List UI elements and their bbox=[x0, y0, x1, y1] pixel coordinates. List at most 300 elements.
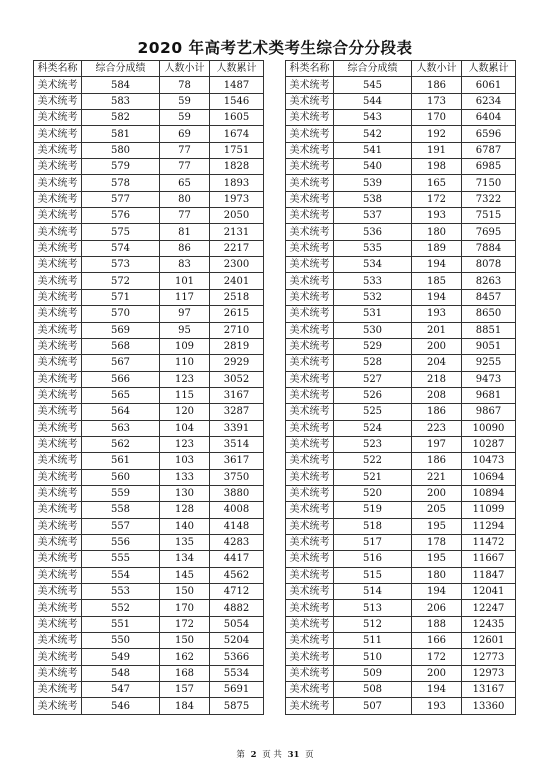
table-row bbox=[286, 371, 516, 387]
cell-cumulative: 11472 bbox=[462, 534, 516, 550]
cell-count: 168 bbox=[160, 665, 210, 681]
cell-count: 195 bbox=[412, 518, 462, 534]
cell-subject: 美术统考 bbox=[34, 289, 82, 305]
cell-cumulative: 5691 bbox=[210, 682, 264, 698]
cell-cumulative: 6404 bbox=[462, 110, 516, 126]
cell-subject: 美术统考 bbox=[286, 616, 334, 632]
cell-subject: 美术统考 bbox=[286, 404, 334, 420]
cell-subject: 美术统考 bbox=[34, 355, 82, 371]
table-row bbox=[286, 110, 516, 126]
cell-count: 162 bbox=[160, 649, 210, 665]
cell-count: 200 bbox=[412, 485, 462, 501]
cell-subject: 美术统考 bbox=[34, 93, 82, 109]
cell-subject: 美术统考 bbox=[286, 224, 334, 240]
cell-count: 104 bbox=[160, 420, 210, 436]
cell-score: 543 bbox=[334, 110, 412, 126]
table-row bbox=[286, 208, 516, 224]
cell-cumulative: 2819 bbox=[210, 338, 264, 354]
table-row bbox=[34, 142, 264, 158]
cell-cumulative: 4148 bbox=[210, 518, 264, 534]
cell-count: 59 bbox=[160, 93, 210, 109]
table-row bbox=[34, 698, 264, 714]
cell-count: 173 bbox=[412, 93, 462, 109]
cell-count: 180 bbox=[412, 567, 462, 583]
cell-cumulative: 5875 bbox=[210, 698, 264, 714]
cell-score: 532 bbox=[334, 289, 412, 305]
cell-cumulative: 7515 bbox=[462, 208, 516, 224]
cell-subject: 美术统考 bbox=[34, 502, 82, 518]
cell-score: 552 bbox=[82, 600, 160, 616]
cell-count: 193 bbox=[412, 208, 462, 224]
cell-subject: 美术统考 bbox=[34, 534, 82, 550]
cell-score: 569 bbox=[82, 322, 160, 338]
cell-score: 581 bbox=[82, 126, 160, 142]
cell-count: 101 bbox=[160, 273, 210, 289]
cell-subject: 美术统考 bbox=[34, 257, 82, 273]
cell-cumulative: 3750 bbox=[210, 469, 264, 485]
cell-cumulative: 4882 bbox=[210, 600, 264, 616]
cell-subject: 美术统考 bbox=[286, 469, 334, 485]
cell-count: 157 bbox=[160, 682, 210, 698]
cell-score: 579 bbox=[82, 159, 160, 175]
cell-score: 554 bbox=[82, 567, 160, 583]
cell-score: 567 bbox=[82, 355, 160, 371]
cell-count: 95 bbox=[160, 322, 210, 338]
cell-cumulative: 5366 bbox=[210, 649, 264, 665]
table-row bbox=[34, 77, 264, 93]
cell-cumulative: 10473 bbox=[462, 453, 516, 469]
cell-score: 566 bbox=[82, 371, 160, 387]
cell-score: 509 bbox=[334, 665, 412, 681]
cell-subject: 美术统考 bbox=[286, 289, 334, 305]
table-row bbox=[286, 502, 516, 518]
cell-cumulative: 5534 bbox=[210, 665, 264, 681]
cell-subject: 美术统考 bbox=[34, 240, 82, 256]
cell-subject: 美术统考 bbox=[34, 420, 82, 436]
table-row bbox=[286, 633, 516, 649]
table-row bbox=[286, 224, 516, 240]
cell-count: 192 bbox=[412, 126, 462, 142]
cell-subject: 美术统考 bbox=[34, 616, 82, 632]
table-row bbox=[34, 518, 264, 534]
header-cumulative: 人数累计 bbox=[210, 61, 264, 77]
cell-score: 516 bbox=[334, 551, 412, 567]
cell-count: 80 bbox=[160, 191, 210, 207]
cell-subject: 美术统考 bbox=[34, 436, 82, 452]
cell-count: 198 bbox=[412, 159, 462, 175]
table-row bbox=[34, 338, 264, 354]
cell-score: 565 bbox=[82, 387, 160, 403]
cell-cumulative: 1828 bbox=[210, 159, 264, 175]
cell-count: 77 bbox=[160, 159, 210, 175]
cell-score: 523 bbox=[334, 436, 412, 452]
cell-count: 109 bbox=[160, 338, 210, 354]
cell-subject: 美术统考 bbox=[286, 649, 334, 665]
cell-subject: 美术统考 bbox=[34, 453, 82, 469]
cell-count: 133 bbox=[160, 469, 210, 485]
cell-cumulative: 9255 bbox=[462, 355, 516, 371]
cell-subject: 美术统考 bbox=[286, 633, 334, 649]
cell-score: 568 bbox=[82, 338, 160, 354]
cell-subject: 美术统考 bbox=[286, 551, 334, 567]
cell-subject: 美术统考 bbox=[286, 485, 334, 501]
table-row bbox=[286, 93, 516, 109]
table-row bbox=[34, 208, 264, 224]
cell-cumulative: 3514 bbox=[210, 436, 264, 452]
cell-cumulative: 2050 bbox=[210, 208, 264, 224]
cell-score: 571 bbox=[82, 289, 160, 305]
cell-cumulative: 4008 bbox=[210, 502, 264, 518]
cell-score: 575 bbox=[82, 224, 160, 240]
cell-score: 584 bbox=[82, 77, 160, 93]
table-row bbox=[34, 257, 264, 273]
cell-subject: 美术统考 bbox=[34, 306, 82, 322]
table-row bbox=[286, 485, 516, 501]
table-row bbox=[34, 355, 264, 371]
cell-cumulative: 4562 bbox=[210, 567, 264, 583]
cell-count: 123 bbox=[160, 436, 210, 452]
table-row bbox=[286, 649, 516, 665]
table-row bbox=[34, 436, 264, 452]
cell-cumulative: 12247 bbox=[462, 600, 516, 616]
cell-cumulative: 8650 bbox=[462, 306, 516, 322]
cell-count: 120 bbox=[160, 404, 210, 420]
cell-subject: 美术统考 bbox=[34, 387, 82, 403]
table-row bbox=[286, 469, 516, 485]
table-row bbox=[286, 306, 516, 322]
cell-score: 546 bbox=[82, 698, 160, 714]
table-row bbox=[286, 698, 516, 714]
cell-score: 555 bbox=[82, 551, 160, 567]
table-row bbox=[34, 191, 264, 207]
table-row bbox=[286, 616, 516, 632]
cell-cumulative: 1546 bbox=[210, 93, 264, 109]
cell-cumulative: 8851 bbox=[462, 322, 516, 338]
cell-score: 576 bbox=[82, 208, 160, 224]
table-row bbox=[286, 159, 516, 175]
cell-count: 180 bbox=[412, 224, 462, 240]
cell-subject: 美术统考 bbox=[286, 257, 334, 273]
cell-count: 172 bbox=[412, 191, 462, 207]
cell-cumulative: 11294 bbox=[462, 518, 516, 534]
cell-cumulative: 10090 bbox=[462, 420, 516, 436]
cell-subject: 美术统考 bbox=[34, 322, 82, 338]
table-row bbox=[286, 322, 516, 338]
cell-subject: 美术统考 bbox=[34, 371, 82, 387]
cell-count: 189 bbox=[412, 240, 462, 256]
table-row bbox=[34, 567, 264, 583]
cell-score: 529 bbox=[334, 338, 412, 354]
cell-score: 553 bbox=[82, 584, 160, 600]
cell-score: 521 bbox=[334, 469, 412, 485]
cell-count: 166 bbox=[412, 633, 462, 649]
cell-subject: 美术统考 bbox=[286, 665, 334, 681]
table-row bbox=[286, 273, 516, 289]
cell-score: 548 bbox=[82, 665, 160, 681]
table-row bbox=[286, 518, 516, 534]
table-row bbox=[34, 649, 264, 665]
cell-cumulative: 12601 bbox=[462, 633, 516, 649]
cell-count: 172 bbox=[412, 649, 462, 665]
cell-subject: 美术统考 bbox=[34, 698, 82, 714]
table-row bbox=[286, 240, 516, 256]
cell-cumulative: 6234 bbox=[462, 93, 516, 109]
cell-subject: 美术统考 bbox=[34, 469, 82, 485]
table-row bbox=[34, 322, 264, 338]
cell-cumulative: 7150 bbox=[462, 175, 516, 191]
cell-count: 123 bbox=[160, 371, 210, 387]
cell-count: 145 bbox=[160, 567, 210, 583]
cell-subject: 美术统考 bbox=[286, 322, 334, 338]
cell-subject: 美术统考 bbox=[286, 534, 334, 550]
cell-subject: 美术统考 bbox=[34, 518, 82, 534]
footer-suffix: 页 bbox=[305, 750, 314, 760]
table-row bbox=[34, 665, 264, 681]
cell-cumulative: 1674 bbox=[210, 126, 264, 142]
cell-count: 201 bbox=[412, 322, 462, 338]
cell-cumulative: 5204 bbox=[210, 633, 264, 649]
cell-subject: 美术统考 bbox=[286, 191, 334, 207]
table-row bbox=[34, 224, 264, 240]
cell-count: 170 bbox=[412, 110, 462, 126]
cell-score: 547 bbox=[82, 682, 160, 698]
cell-score: 522 bbox=[334, 453, 412, 469]
cell-score: 507 bbox=[334, 698, 412, 714]
cell-subject: 美术统考 bbox=[34, 665, 82, 681]
cell-score: 518 bbox=[334, 518, 412, 534]
table-row bbox=[34, 485, 264, 501]
cell-cumulative: 6787 bbox=[462, 142, 516, 158]
cell-subject: 美术统考 bbox=[34, 142, 82, 158]
cell-score: 531 bbox=[334, 306, 412, 322]
table-row bbox=[286, 665, 516, 681]
cell-count: 184 bbox=[160, 698, 210, 714]
cell-cumulative: 2131 bbox=[210, 224, 264, 240]
cell-count: 200 bbox=[412, 338, 462, 354]
cell-score: 511 bbox=[334, 633, 412, 649]
cell-count: 185 bbox=[412, 273, 462, 289]
cell-cumulative: 2401 bbox=[210, 273, 264, 289]
cell-score: 526 bbox=[334, 387, 412, 403]
cell-count: 128 bbox=[160, 502, 210, 518]
table-row bbox=[286, 77, 516, 93]
cell-cumulative: 9473 bbox=[462, 371, 516, 387]
cell-cumulative: 4712 bbox=[210, 584, 264, 600]
cell-subject: 美术统考 bbox=[286, 142, 334, 158]
cell-cumulative: 10694 bbox=[462, 469, 516, 485]
cell-count: 134 bbox=[160, 551, 210, 567]
cell-subject: 美术统考 bbox=[286, 338, 334, 354]
cell-count: 188 bbox=[412, 616, 462, 632]
cell-score: 574 bbox=[82, 240, 160, 256]
cell-count: 165 bbox=[412, 175, 462, 191]
cell-score: 550 bbox=[82, 633, 160, 649]
cell-score: 559 bbox=[82, 485, 160, 501]
cell-cumulative: 2929 bbox=[210, 355, 264, 371]
cell-cumulative: 12041 bbox=[462, 584, 516, 600]
cell-score: 558 bbox=[82, 502, 160, 518]
table-row bbox=[286, 191, 516, 207]
cell-score: 557 bbox=[82, 518, 160, 534]
table-row bbox=[34, 534, 264, 550]
table-row bbox=[34, 273, 264, 289]
cell-subject: 美术统考 bbox=[34, 567, 82, 583]
footer-middle: 页 共 bbox=[262, 750, 282, 760]
cell-subject: 美术统考 bbox=[286, 584, 334, 600]
table-row bbox=[34, 469, 264, 485]
cell-score: 536 bbox=[334, 224, 412, 240]
cell-count: 200 bbox=[412, 665, 462, 681]
score-table-left bbox=[33, 60, 264, 715]
cell-subject: 美术统考 bbox=[286, 387, 334, 403]
cell-cumulative: 9681 bbox=[462, 387, 516, 403]
cell-count: 115 bbox=[160, 387, 210, 403]
cell-cumulative: 12773 bbox=[462, 649, 516, 665]
cell-score: 572 bbox=[82, 273, 160, 289]
table-row bbox=[286, 682, 516, 698]
cell-cumulative: 9051 bbox=[462, 338, 516, 354]
table-row bbox=[34, 420, 264, 436]
cell-count: 218 bbox=[412, 371, 462, 387]
table-row bbox=[34, 387, 264, 403]
table-header-row bbox=[286, 61, 516, 77]
cell-count: 150 bbox=[160, 584, 210, 600]
cell-count: 186 bbox=[412, 404, 462, 420]
cell-count: 193 bbox=[412, 306, 462, 322]
cell-subject: 美术统考 bbox=[286, 698, 334, 714]
cell-cumulative: 3167 bbox=[210, 387, 264, 403]
cell-count: 223 bbox=[412, 420, 462, 436]
cell-cumulative: 1893 bbox=[210, 175, 264, 191]
cell-count: 117 bbox=[160, 289, 210, 305]
cell-count: 221 bbox=[412, 469, 462, 485]
table-row bbox=[34, 584, 264, 600]
cell-count: 197 bbox=[412, 436, 462, 452]
cell-subject: 美术统考 bbox=[286, 273, 334, 289]
cell-score: 512 bbox=[334, 616, 412, 632]
cell-score: 561 bbox=[82, 453, 160, 469]
cell-count: 195 bbox=[412, 551, 462, 567]
cell-subject: 美术统考 bbox=[286, 567, 334, 583]
table-row bbox=[286, 436, 516, 452]
cell-cumulative: 1973 bbox=[210, 191, 264, 207]
cell-subject: 美术统考 bbox=[34, 208, 82, 224]
header-count: 人数小计 bbox=[160, 61, 210, 77]
cell-cumulative: 11667 bbox=[462, 551, 516, 567]
cell-cumulative: 2710 bbox=[210, 322, 264, 338]
cell-cumulative: 9867 bbox=[462, 404, 516, 420]
table-row bbox=[34, 93, 264, 109]
table-row bbox=[286, 257, 516, 273]
table-row bbox=[286, 534, 516, 550]
cell-cumulative: 11847 bbox=[462, 567, 516, 583]
cell-score: 539 bbox=[334, 175, 412, 191]
cell-score: 535 bbox=[334, 240, 412, 256]
cell-count: 178 bbox=[412, 534, 462, 550]
cell-subject: 美术统考 bbox=[34, 682, 82, 698]
cell-score: 508 bbox=[334, 682, 412, 698]
cell-score: 577 bbox=[82, 191, 160, 207]
cell-count: 194 bbox=[412, 682, 462, 698]
table-row bbox=[34, 110, 264, 126]
cell-count: 83 bbox=[160, 257, 210, 273]
cell-count: 86 bbox=[160, 240, 210, 256]
cell-score: 538 bbox=[334, 191, 412, 207]
cell-subject: 美术统考 bbox=[286, 93, 334, 109]
cell-score: 527 bbox=[334, 371, 412, 387]
cell-score: 549 bbox=[82, 649, 160, 665]
cell-count: 130 bbox=[160, 485, 210, 501]
cell-score: 537 bbox=[334, 208, 412, 224]
table-row bbox=[286, 551, 516, 567]
cell-subject: 美术统考 bbox=[286, 682, 334, 698]
cell-subject: 美术统考 bbox=[286, 77, 334, 93]
cell-subject: 美术统考 bbox=[34, 551, 82, 567]
cell-score: 582 bbox=[82, 110, 160, 126]
header-cumulative: 人数累计 bbox=[462, 61, 516, 77]
cell-score: 525 bbox=[334, 404, 412, 420]
table-row bbox=[286, 289, 516, 305]
table-row bbox=[286, 404, 516, 420]
cell-count: 135 bbox=[160, 534, 210, 550]
cell-subject: 美术统考 bbox=[34, 485, 82, 501]
cell-count: 140 bbox=[160, 518, 210, 534]
cell-count: 97 bbox=[160, 306, 210, 322]
cell-count: 150 bbox=[160, 633, 210, 649]
cell-cumulative: 1487 bbox=[210, 77, 264, 93]
table-row bbox=[34, 289, 264, 305]
cell-score: 560 bbox=[82, 469, 160, 485]
cell-cumulative: 3880 bbox=[210, 485, 264, 501]
cell-count: 78 bbox=[160, 77, 210, 93]
table-row bbox=[34, 502, 264, 518]
cell-cumulative: 5054 bbox=[210, 616, 264, 632]
table-row bbox=[286, 584, 516, 600]
cell-cumulative: 13167 bbox=[462, 682, 516, 698]
cell-subject: 美术统考 bbox=[34, 584, 82, 600]
header-subject: 科类名称 bbox=[286, 61, 334, 77]
table-row bbox=[34, 682, 264, 698]
cell-cumulative: 6596 bbox=[462, 126, 516, 142]
cell-score: 551 bbox=[82, 616, 160, 632]
cell-score: 580 bbox=[82, 142, 160, 158]
cell-score: 524 bbox=[334, 420, 412, 436]
cell-cumulative: 4283 bbox=[210, 534, 264, 550]
cell-count: 69 bbox=[160, 126, 210, 142]
cell-count: 77 bbox=[160, 142, 210, 158]
table-row bbox=[286, 142, 516, 158]
cell-subject: 美术统考 bbox=[286, 306, 334, 322]
cell-subject: 美术统考 bbox=[34, 77, 82, 93]
cell-subject: 美术统考 bbox=[286, 420, 334, 436]
table-row bbox=[34, 159, 264, 175]
cell-score: 541 bbox=[334, 142, 412, 158]
cell-count: 170 bbox=[160, 600, 210, 616]
table-row bbox=[286, 355, 516, 371]
cell-score: 520 bbox=[334, 485, 412, 501]
table-row bbox=[34, 126, 264, 142]
cell-score: 542 bbox=[334, 126, 412, 142]
cell-score: 570 bbox=[82, 306, 160, 322]
footer-total-pages: 31 bbox=[287, 750, 300, 760]
table-row bbox=[34, 404, 264, 420]
cell-subject: 美术统考 bbox=[34, 404, 82, 420]
score-table-right bbox=[285, 60, 516, 715]
cell-score: 563 bbox=[82, 420, 160, 436]
cell-subject: 美术统考 bbox=[286, 208, 334, 224]
cell-cumulative: 2615 bbox=[210, 306, 264, 322]
table-row bbox=[286, 567, 516, 583]
